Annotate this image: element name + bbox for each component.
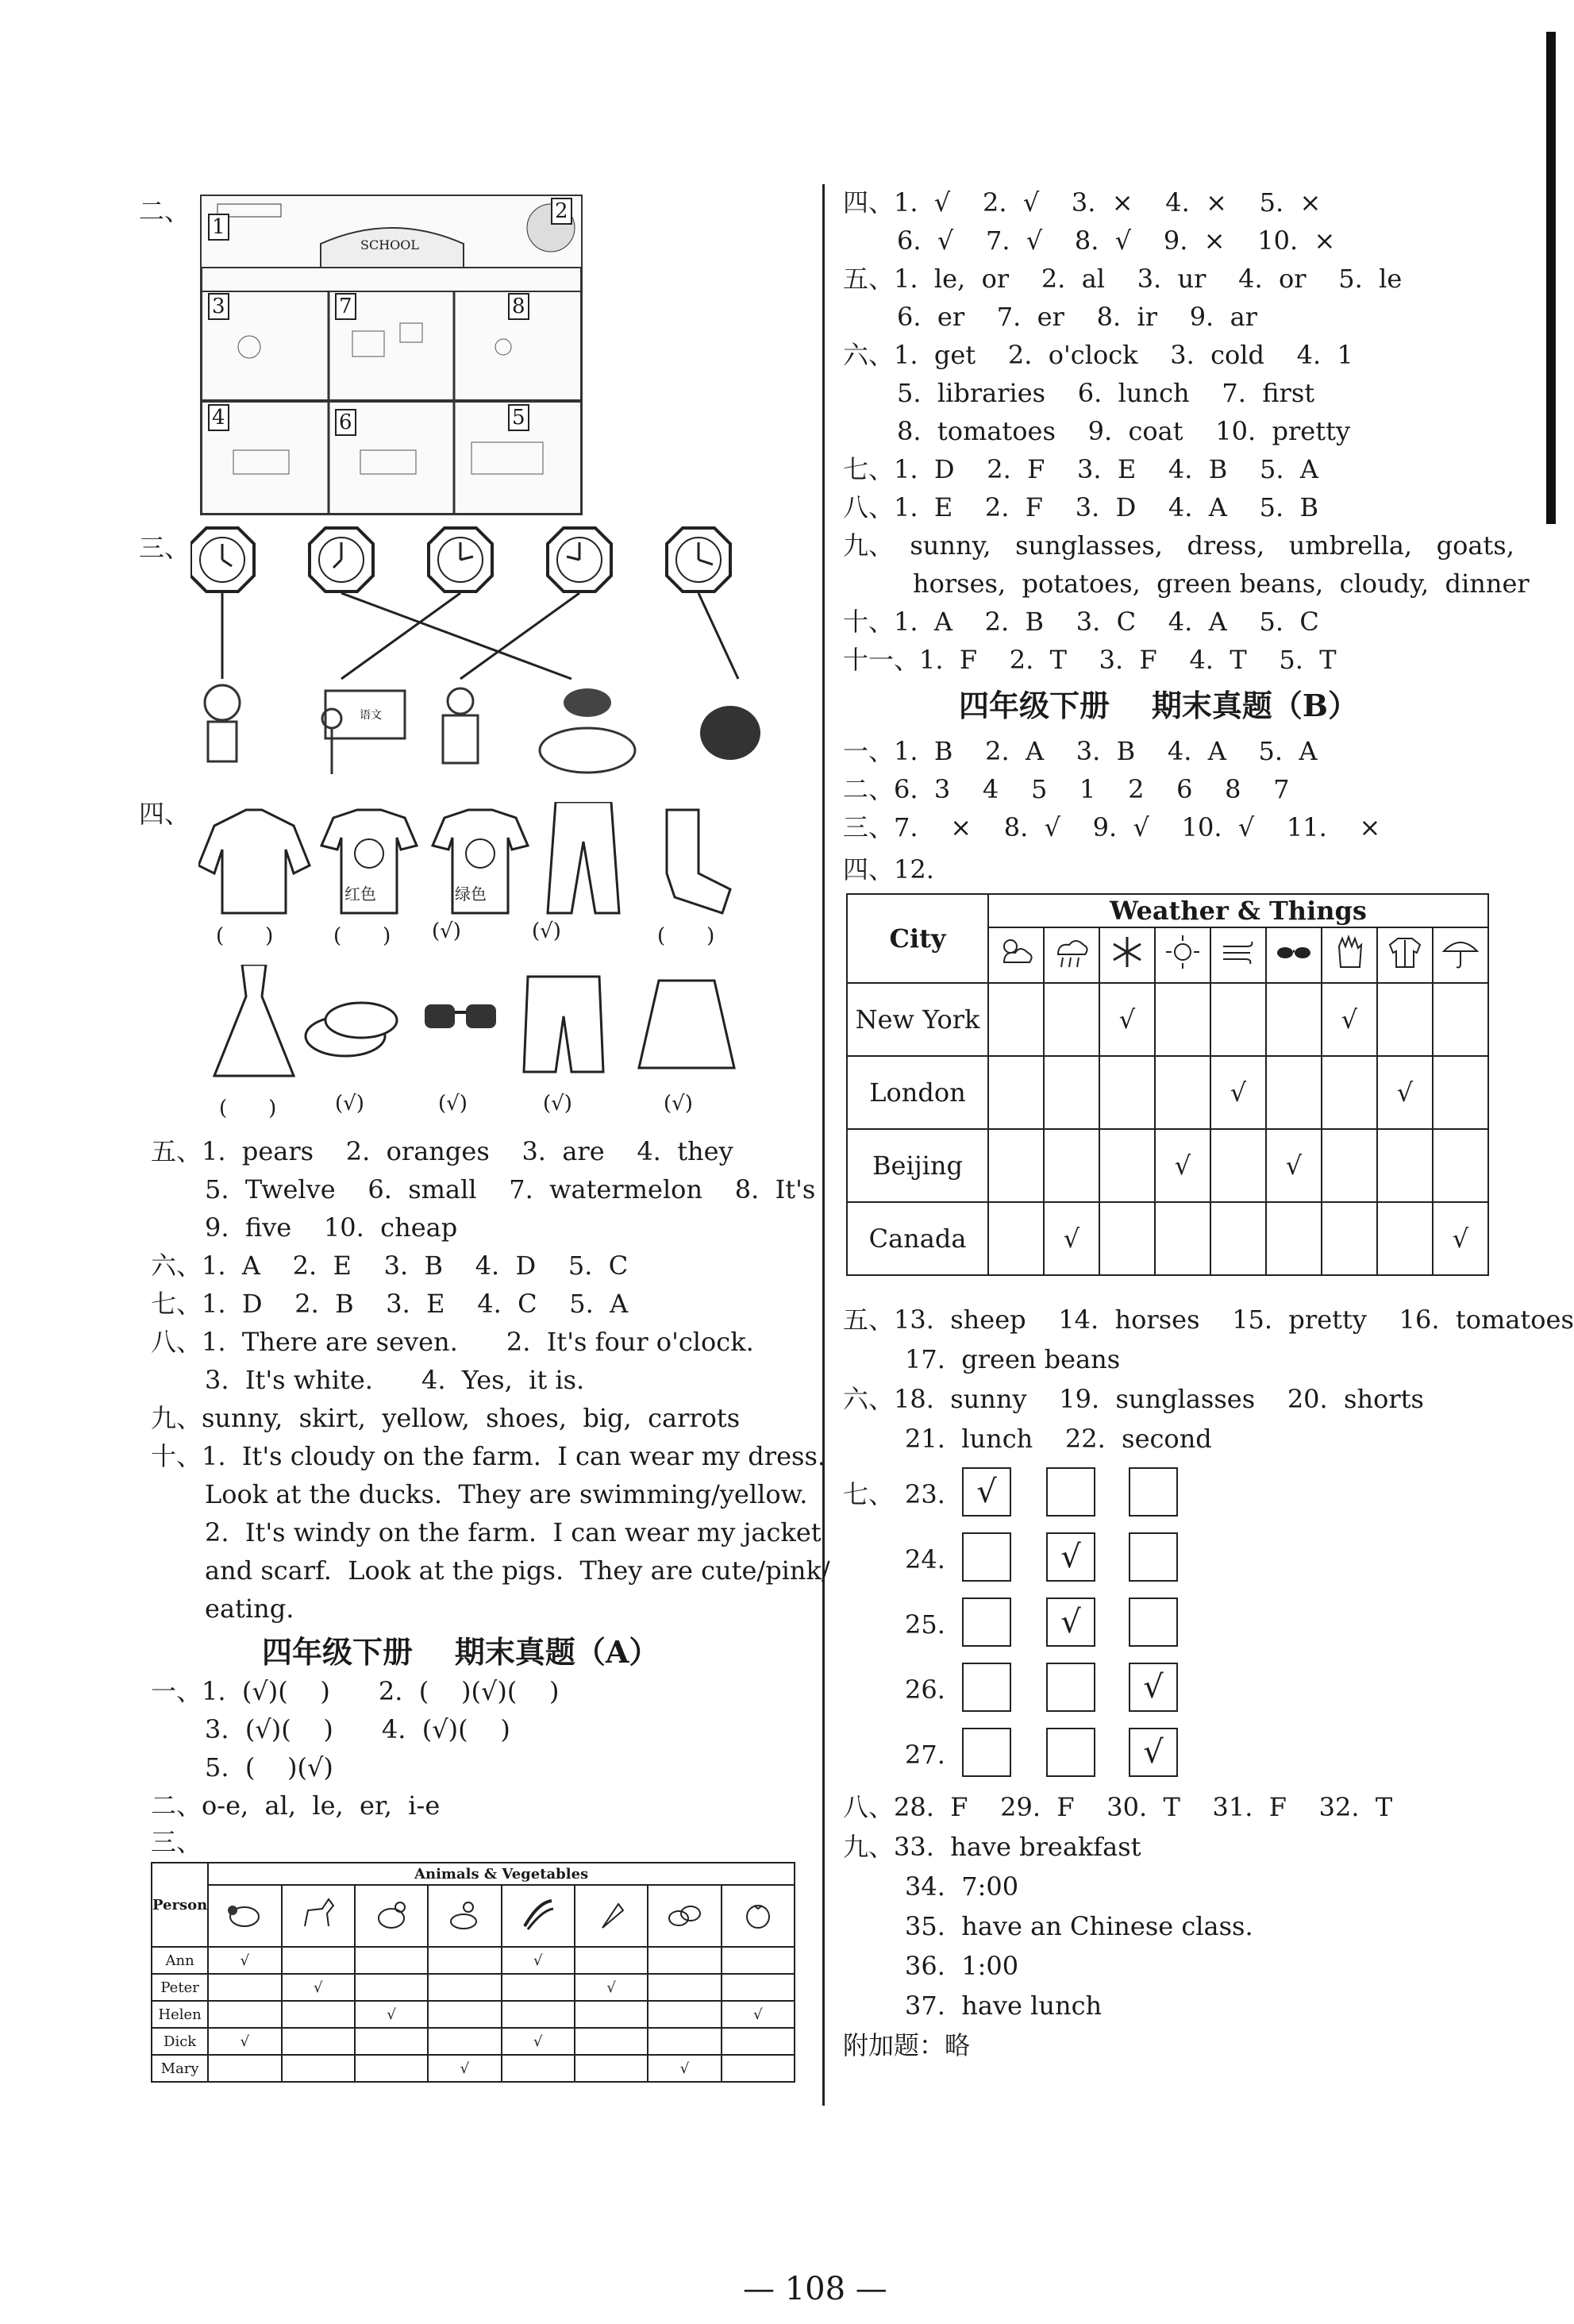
- person-name: Ann: [152, 1947, 208, 1974]
- teacher-blackboard-icon: [322, 691, 405, 774]
- check-cell: [1322, 1129, 1377, 1202]
- answer-checkbox: [1129, 1467, 1178, 1517]
- person-name: Peter: [152, 1974, 208, 2001]
- check-cell: √: [282, 1974, 355, 2001]
- potatoes-icon: [648, 1885, 721, 1947]
- check-cell: √: [722, 2001, 795, 2028]
- answer-line: 三、7. × 8. √ 9. √ 10. √ 11. ×: [843, 812, 1381, 842]
- table-row: [152, 1947, 795, 1974]
- answer-line: 17. green beans: [905, 1344, 1121, 1374]
- check-cell: √: [502, 1947, 575, 1974]
- answer-line: 5. ( )(√): [205, 1752, 333, 1783]
- answer-line: 二、6. 3 4 5 1 2 6 8 7: [843, 774, 1290, 804]
- table-row: [847, 1129, 1488, 1202]
- check-cell: [282, 2028, 355, 2055]
- check-cell: [428, 1974, 501, 2001]
- check-cell: [355, 1974, 428, 2001]
- check-cell: √: [355, 2001, 428, 2028]
- answer-checkbox: √: [962, 1467, 1011, 1517]
- bread-icon: [700, 706, 760, 760]
- shirt-color-label: 绿色: [455, 885, 487, 904]
- table-row: [847, 983, 1488, 1056]
- answer-line: 九、 sunny, sunglasses, dress, umbrella, goats,: [843, 530, 1514, 561]
- tomato-icon: [722, 1885, 795, 1947]
- table-row: [152, 2028, 795, 2055]
- check-cell: [648, 2028, 721, 2055]
- check-cell: [502, 1974, 575, 2001]
- check-cell: [1210, 1129, 1266, 1202]
- city-name: London: [847, 1056, 988, 1129]
- answer-line: and scarf. Look at the pigs. They are cute/pink/: [205, 1555, 830, 1586]
- checkbox-row-number: 24.: [905, 1544, 945, 1574]
- check-cell: [1266, 1056, 1322, 1129]
- check-cell: [502, 2001, 575, 2028]
- check-cell: [988, 1056, 1044, 1129]
- answer-line: 九、sunny, skirt, yellow, shoes, big, carrots: [151, 1403, 741, 1433]
- check-cell: √: [1044, 1202, 1099, 1275]
- answer-line: 八、28. F 29. F 30. T 31. F 32. T: [843, 1792, 1393, 1822]
- rainy-icon: [1044, 927, 1099, 983]
- check-cell: [1099, 1129, 1155, 1202]
- check-cell: [575, 1947, 648, 1974]
- sunglasses-icon: [425, 1004, 496, 1028]
- windy-icon: [1210, 927, 1266, 983]
- check-cell: [1266, 1202, 1322, 1275]
- check-cell: [208, 2001, 281, 2028]
- answer-line: 5. Twelve 6. small 7. watermelon 8. It's: [205, 1174, 816, 1204]
- check-cell: [428, 2001, 501, 2028]
- answer-line: 十一、1. F 2. T 3. F 4. T 5. T: [843, 645, 1337, 675]
- room-number: 6: [335, 409, 356, 436]
- room-number: 7: [335, 293, 356, 320]
- city-name: Canada: [847, 1202, 988, 1275]
- room-number: 5: [508, 404, 529, 431]
- shirt-color-label: 红色: [344, 885, 376, 904]
- answer-line: 五、13. sheep 14. horses 15. pretty 16. tomatoes: [843, 1305, 1574, 1335]
- socks-icon: [667, 810, 730, 913]
- jacket-icon: [1377, 927, 1433, 983]
- check-cell: [1044, 983, 1099, 1056]
- check-cell: √: [1322, 983, 1377, 1056]
- answer-line: 3. (√)( ) 4. (√)( ): [205, 1714, 510, 1744]
- answer-checkbox: [962, 1598, 1011, 1647]
- check-cell: [575, 2055, 648, 2082]
- choice-mark: ( ): [216, 924, 274, 948]
- person-name: Dick: [152, 2028, 208, 2055]
- answer-line: 一、1. B 2. A 3. B 4. A 5. A: [843, 736, 1318, 766]
- clock-icon: [310, 528, 373, 592]
- check-cell: [648, 1947, 721, 1974]
- check-cell: √: [1210, 1056, 1266, 1129]
- answer-checkbox: √: [1129, 1728, 1178, 1777]
- clock-icon: [667, 528, 730, 592]
- section-title-b: 四年级下册 期末真题（B）: [959, 688, 1359, 723]
- answer-checkbox: [1046, 1663, 1095, 1712]
- answer-line: 五、1. pears 2. oranges 3. are 4. they: [151, 1136, 733, 1166]
- table-title: Animals & Vegetables: [208, 1863, 795, 1885]
- clock-icon: [190, 528, 254, 592]
- clock-matching-illustration: [190, 520, 762, 790]
- skirt-icon: [639, 981, 734, 1068]
- check-cell: [722, 1974, 795, 2001]
- page-edge-bar: [1546, 32, 1556, 524]
- check-cell: [355, 2055, 428, 2082]
- table-row: [152, 2001, 795, 2028]
- check-cell: [428, 2028, 501, 2055]
- answer-checkbox: [962, 1728, 1011, 1777]
- answer-checkbox: √: [1046, 1598, 1095, 1647]
- answer-line: 六、18. sunny 19. sunglasses 20. shorts: [843, 1384, 1424, 1414]
- umbrella-icon: [1433, 927, 1488, 983]
- answer-line: 四、12.: [843, 854, 934, 885]
- answer-line: 3. It's white. 4. Yes, it is.: [205, 1365, 585, 1395]
- dress-icon: [214, 965, 294, 1076]
- check-cell: √: [575, 1974, 648, 2001]
- choice-mark: (√): [438, 1092, 468, 1116]
- q4-label: 四、: [139, 799, 190, 829]
- answer-line: 36. 1:00: [905, 1951, 1019, 1981]
- choice-mark: (√): [532, 919, 561, 943]
- check-cell: [988, 1202, 1044, 1275]
- answer-line: 三、: [151, 1827, 202, 1857]
- duck-icon: [428, 1885, 501, 1947]
- answer-line: Look at the ducks. They are swimming/yellow.: [205, 1479, 808, 1509]
- answer-line: 34. 7:00: [905, 1871, 1019, 1902]
- check-cell: √: [502, 2028, 575, 2055]
- table-row: [152, 1974, 795, 2001]
- snowy-icon: [1099, 927, 1155, 983]
- answer-checkbox: [962, 1532, 1011, 1582]
- answer-line: 6. √ 7. √ 8. √ 9. × 10. ×: [897, 225, 1336, 256]
- clock-icon: [429, 528, 492, 592]
- sunglasses-icon: [1266, 927, 1322, 983]
- person-name: Helen: [152, 2001, 208, 2028]
- room-number: 3: [208, 293, 229, 320]
- check-cell: [1322, 1056, 1377, 1129]
- choice-mark: ( ): [657, 924, 715, 948]
- check-cell: √: [208, 1947, 281, 1974]
- check-cell: √: [428, 2055, 501, 2082]
- answer-checkbox: [1046, 1467, 1095, 1517]
- answer-checkbox: [962, 1663, 1011, 1712]
- check-cell: [722, 2055, 795, 2082]
- q7-label: 七、: [843, 1479, 895, 1509]
- check-cell: √: [1155, 1129, 1210, 1202]
- city-name: New York: [847, 983, 988, 1056]
- checkbox-row-number: 27.: [905, 1740, 945, 1770]
- q2-label: 二、: [139, 196, 190, 226]
- answer-line: 八、1. There are seven. 2. It's four o'clock.: [151, 1327, 754, 1357]
- answer-line: 35. have an Chinese class.: [905, 1911, 1253, 1941]
- table-row: [847, 1056, 1488, 1129]
- choice-mark: (√): [664, 1092, 693, 1116]
- check-cell: [1044, 1056, 1099, 1129]
- check-cell: [208, 2055, 281, 2082]
- check-cell: [1377, 1202, 1433, 1275]
- answer-checkbox: [1129, 1532, 1178, 1582]
- answer-checkbox: √: [1129, 1663, 1178, 1712]
- checkbox-row-number: 25.: [905, 1609, 945, 1640]
- answer-line: 十、1. A 2. B 3. C 4. A 5. C: [843, 607, 1319, 637]
- boy-icon: [205, 685, 240, 761]
- table-row: [847, 1202, 1488, 1275]
- clothes-row-2-illustration: [206, 965, 762, 1084]
- check-cell: [1266, 983, 1322, 1056]
- cow-icon: [208, 1885, 281, 1947]
- city-header: City: [847, 894, 988, 983]
- answer-line: 5. libraries 6. lunch 7. first: [897, 378, 1315, 408]
- choice-mark: (√): [335, 1092, 364, 1116]
- check-cell: √: [648, 2055, 721, 2082]
- green-beans-icon: [502, 1885, 575, 1947]
- check-cell: √: [1433, 1202, 1488, 1275]
- sunny-icon: [1155, 927, 1210, 983]
- breakfast-plate-icon: [540, 688, 635, 773]
- shoes-icon: [306, 1003, 397, 1056]
- answer-line: 附加题：略: [843, 2030, 971, 2060]
- room-number: 4: [208, 404, 229, 431]
- section-title-a: 四年级下册 期末真题（A）: [262, 1634, 660, 1670]
- check-cell: [988, 1129, 1044, 1202]
- answer-line: 二、o-e, al, le, er, i-e: [151, 1790, 441, 1821]
- table-row: [152, 2055, 795, 2082]
- check-cell: √: [208, 2028, 281, 2055]
- check-cell: [1377, 983, 1433, 1056]
- page-number: — 108 —: [743, 2271, 887, 2307]
- jeans-icon: [548, 802, 619, 913]
- check-cell: [1099, 1056, 1155, 1129]
- check-cell: [502, 2055, 575, 2082]
- check-cell: [1322, 1202, 1377, 1275]
- answer-line: 十、1. It's cloudy on the farm. I can wear my dress.: [151, 1441, 826, 1471]
- check-cell: [282, 1947, 355, 1974]
- matching-lines: [222, 593, 738, 679]
- check-cell: [1433, 983, 1488, 1056]
- table-title: Weather & Things: [988, 894, 1488, 927]
- answer-line: 37. have lunch: [905, 1991, 1103, 2021]
- person-name: Mary: [152, 2055, 208, 2082]
- children-playing-icon: [443, 688, 478, 763]
- choice-mark: ( ): [333, 924, 391, 948]
- check-cell: [722, 2028, 795, 2055]
- check-cell: [575, 2001, 648, 2028]
- checkbox-row-number: 23.: [905, 1479, 945, 1509]
- weather-things-table: [846, 893, 1489, 1276]
- answer-line: 6. er 7. er 8. ir 9. ar: [897, 302, 1257, 332]
- check-cell: [1155, 983, 1210, 1056]
- shorts-icon: [524, 977, 603, 1072]
- check-cell: [1210, 983, 1266, 1056]
- q3-label: 三、: [139, 533, 190, 563]
- answer-line: 一、1. (√)( ) 2. ( )(√)( ): [151, 1676, 560, 1706]
- column-divider: [822, 184, 825, 2106]
- school-sign-text: SCHOOL: [360, 237, 420, 252]
- city-name: Beijing: [847, 1129, 988, 1202]
- check-cell: [722, 1947, 795, 1974]
- check-cell: [1044, 1129, 1099, 1202]
- check-cell: [282, 2001, 355, 2028]
- cloudy-icon: [988, 927, 1044, 983]
- answer-line: 四、1. √ 2. √ 3. × 4. × 5. ×: [843, 187, 1322, 218]
- check-cell: [282, 2055, 355, 2082]
- check-cell: [355, 1947, 428, 1974]
- answer-checkbox: [1046, 1728, 1095, 1777]
- person-header: Person: [152, 1863, 208, 1947]
- answer-line: 21. lunch 22. second: [905, 1424, 1212, 1454]
- animals-vegetables-table: [151, 1862, 795, 2083]
- check-cell: [208, 1974, 281, 2001]
- check-cell: [1155, 1202, 1210, 1275]
- check-cell: [355, 2028, 428, 2055]
- check-cell: [648, 1974, 721, 2001]
- answer-line: eating.: [205, 1594, 294, 1624]
- hen-icon: [355, 1885, 428, 1947]
- answer-line: 七、1. D 2. B 3. E 4. C 5. A: [151, 1289, 629, 1319]
- horse-icon: [282, 1885, 355, 1947]
- room-number: 2: [551, 198, 572, 225]
- check-cell: [1433, 1056, 1488, 1129]
- check-cell: √: [1266, 1129, 1322, 1202]
- answer-line: 9. five 10. cheap: [205, 1212, 458, 1243]
- answer-line: 2. It's windy on the farm. I can wear my jacket: [205, 1517, 822, 1547]
- answer-checkbox: √: [1046, 1532, 1095, 1582]
- board-text: 语文: [360, 709, 382, 722]
- answer-line: 八、1. E 2. F 3. D 4. A 5. B: [843, 492, 1318, 522]
- school-building-illustration: [200, 195, 583, 515]
- sweater-icon: [198, 810, 310, 913]
- check-cell: [1155, 1056, 1210, 1129]
- check-cell: [1377, 1129, 1433, 1202]
- carrot-icon: [575, 1885, 648, 1947]
- checkbox-row-number: 26.: [905, 1675, 945, 1705]
- answer-line: 六、1. A 2. E 3. B 4. D 5. C: [151, 1251, 629, 1281]
- answer-checkbox: [1129, 1598, 1178, 1647]
- check-cell: [1099, 1202, 1155, 1275]
- choice-mark: (√): [543, 1092, 572, 1116]
- check-cell: [648, 2001, 721, 2028]
- check-cell: [1433, 1129, 1488, 1202]
- room-number: 8: [508, 293, 529, 320]
- choice-mark: (√): [432, 919, 461, 943]
- check-cell: [988, 983, 1044, 1056]
- choice-mark: ( ): [219, 1096, 277, 1120]
- check-cell: √: [1377, 1056, 1433, 1129]
- clock-icon: [548, 528, 611, 592]
- check-cell: [1210, 1202, 1266, 1275]
- check-cell: [428, 1947, 501, 1974]
- room-number: 1: [208, 214, 229, 241]
- answer-line: 8. tomatoes 9. coat 10. pretty: [897, 416, 1351, 446]
- answer-line: 七、1. D 2. F 3. E 4. B 5. A: [843, 454, 1318, 484]
- answer-line: horses, potatoes, green beans, cloudy, dinner: [913, 568, 1530, 599]
- check-cell: √: [1099, 983, 1155, 1056]
- answer-line: 九、33. have breakfast: [843, 1832, 1141, 1862]
- gloves-icon: [1322, 927, 1377, 983]
- check-cell: [575, 2028, 648, 2055]
- answer-line: 六、1. get 2. o'clock 3. cold 4. 1: [843, 340, 1353, 370]
- answer-line: 五、1. le, or 2. al 3. ur 4. or 5. le: [843, 264, 1403, 294]
